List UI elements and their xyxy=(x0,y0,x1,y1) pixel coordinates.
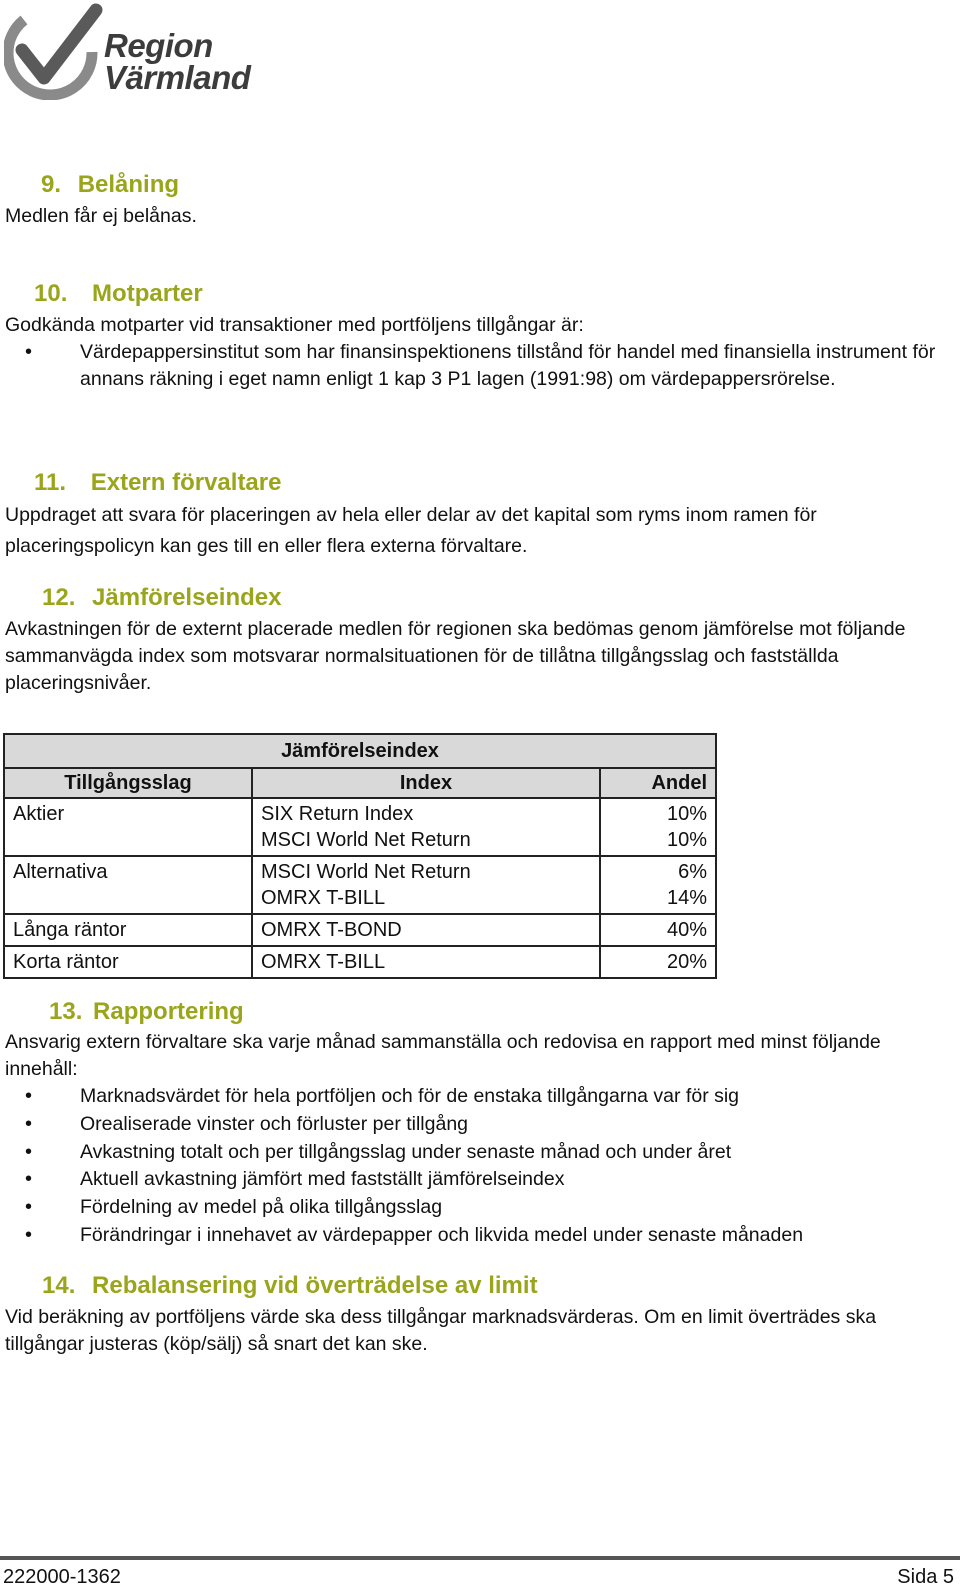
index-line: OMRX T-BOND xyxy=(261,919,402,941)
section-10-heading xyxy=(34,282,203,306)
share-value: 14% xyxy=(666,887,707,909)
table-cell-index xyxy=(252,914,600,946)
logo-text-varmland: Värmland xyxy=(104,59,251,96)
section-14-number: 14. xyxy=(42,1272,76,1299)
index-line: MSCI World Net Return xyxy=(261,861,471,883)
section-9-title: Belåning xyxy=(77,171,180,198)
list-item: • Orealiserade vinster och förluster per tillgång xyxy=(5,1111,955,1139)
section-13-heading xyxy=(49,1000,244,1024)
share-value: 10% xyxy=(666,829,707,851)
table-row xyxy=(4,914,716,946)
region-varmland-logo-mark-icon xyxy=(4,0,104,100)
section-13-title: Rapportering xyxy=(93,998,244,1025)
section-14-title: Rebalansering vid överträdelse av limit xyxy=(92,1272,538,1299)
list-item: • Värdepappersinstitut som har finansinspektionens tillstånd för handel med finansiella instrument för annans räkning i eget namn enligt 1 kap 3 P1 lagen (1991:98) om värdepappersrörelse. xyxy=(5,339,955,392)
index-line: OMRX T-BILL xyxy=(261,951,386,973)
index-line: SIX Return Index xyxy=(261,803,414,825)
table-cell-class: Alternativa xyxy=(4,856,252,914)
section-14-text: Vid beräkning av portföljens värde ska dess tillgångar marknadsvärderas. Om en limit överträdes ska tillgångar justeras (köp/sälj) så snart det kan ske. xyxy=(5,1306,877,1355)
table-cell-share xyxy=(600,946,716,978)
section-9-number: 9. xyxy=(41,171,62,198)
table-cell-class: Långa räntor xyxy=(4,914,252,946)
list-item: • Fördelning av medel på olika tillgångsslag xyxy=(5,1194,955,1222)
table-header-share: Andel xyxy=(600,768,716,798)
share-value: 10% xyxy=(666,803,707,825)
section-9-text: Medlen får ej belånas. xyxy=(5,205,197,227)
table-row xyxy=(4,946,716,978)
share-value: 6% xyxy=(678,861,707,883)
section-12-number: 12. xyxy=(42,584,76,611)
table-cell-class: Korta räntor xyxy=(4,946,252,978)
section-12-text: Avkastningen för de externt placerade medlen för regionen ska bedömas genom jämförelse mot följande sammanvägda index som motsvarar normalsituationen för de tillåtna tillgångsslag och fastställda placeringsnivåer. xyxy=(5,618,906,694)
section-14-heading xyxy=(42,1274,538,1298)
share-value: 20% xyxy=(666,951,707,973)
table-title: Jämförelseindex xyxy=(4,734,716,768)
table-header-index: Index xyxy=(252,768,600,798)
share-value: 40% xyxy=(666,919,707,941)
section-12-title: Jämförelseindex xyxy=(92,584,282,611)
table-cell-index xyxy=(252,946,600,978)
logo xyxy=(4,0,254,100)
list-item: • Avkastning totalt och per tillgångsslag under senaste månad och under året xyxy=(5,1139,955,1167)
section-13-list xyxy=(5,1083,955,1250)
section-12-heading xyxy=(42,586,281,610)
section-9-heading xyxy=(41,173,179,197)
section-10-number: 10. xyxy=(34,280,68,307)
section-13-text: Ansvarig extern förvaltare ska varje månad sammanställa och redovisa en rapport med minst följande innehåll: xyxy=(5,1031,881,1080)
section-10-text: Godkända motparter vid transaktioner med portföljens tillgångar är: xyxy=(5,314,584,336)
table-cell-share xyxy=(600,856,716,914)
section-11-heading xyxy=(34,471,281,495)
table-cell-index xyxy=(252,798,600,856)
table-cell-share xyxy=(600,798,716,856)
index-line: MSCI World Net Return xyxy=(261,829,471,851)
table-row xyxy=(4,856,716,914)
table-cell-share xyxy=(600,914,716,946)
section-10-list xyxy=(5,339,955,392)
footer-doc-number: 222000-1362 xyxy=(3,1566,121,1588)
section-10-title: Motparter xyxy=(92,280,203,307)
section-11-text: Uppdraget att svara för placeringen av hela eller delar av det kapital som ryms inom ramen för placeringspolicyn kan ges till en eller flera externa förvaltare. xyxy=(5,504,817,557)
table-row xyxy=(4,798,716,856)
index-line: OMRX T-BILL xyxy=(261,887,386,909)
table-header-asset-class: Tillgångsslag xyxy=(4,768,252,798)
logo-text-region: Region xyxy=(104,27,213,64)
list-item: • Förändringar i innehavet av värdepapper och likvida medel under senaste månaden xyxy=(5,1222,955,1250)
list-item: • Aktuell avkastning jämfört med fastställt jämförelseindex xyxy=(5,1166,955,1194)
list-item: • Marknadsvärdet för hela portföljen och för de enstaka tillgångarna var för sig xyxy=(5,1083,955,1111)
table-cell-class: Aktier xyxy=(4,798,252,856)
section-11-title: Extern förvaltare xyxy=(90,469,282,496)
section-11-number: 11. xyxy=(34,469,67,496)
table-cell-index xyxy=(252,856,600,914)
footer-divider xyxy=(0,1556,960,1560)
section-13-number: 13. xyxy=(49,998,83,1025)
benchmark-index-table xyxy=(3,733,717,979)
footer-page-number: Sida 5 xyxy=(897,1566,954,1588)
